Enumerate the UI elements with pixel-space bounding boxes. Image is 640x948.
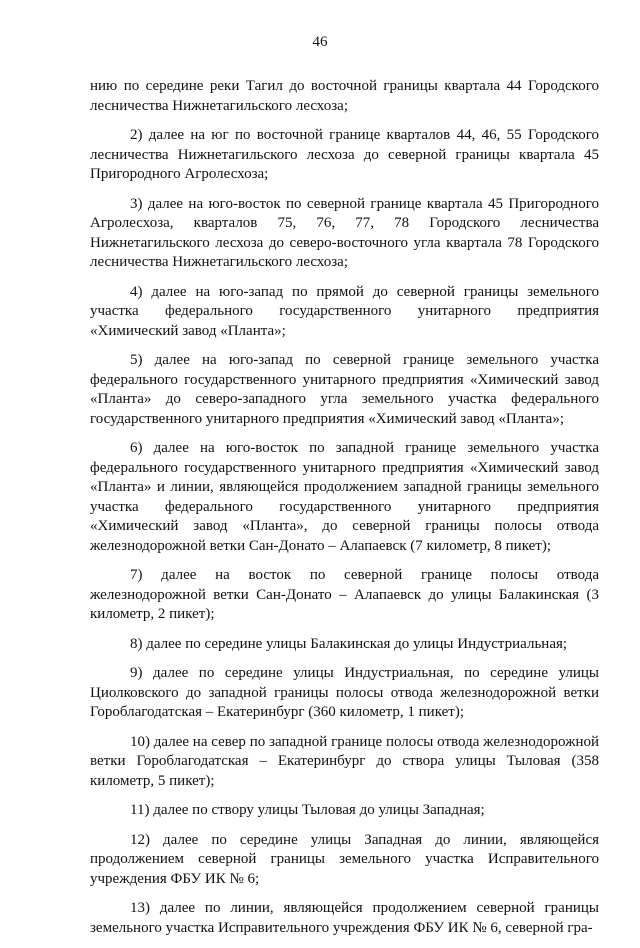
paragraph-item-3: 3) далее на юго-восток по северной границе квартала 45 Пригородного Агролесхоза, кварталов 75, 76, 77, 78 Городского лесничества Нижнетагильского лесхоза до северо-восточного угла квартала 78 Городского лесничества Нижнетагильского лесхоза;: [90, 195, 599, 270]
paragraph-item-9: 9) далее по середине улицы Индустриальная, по середине улицы Циолковского до западной границы полосы отвода железнодорожной ветки Гороблагодатская – Екатеринбург (360 километр, 1 пикет);: [90, 665, 599, 720]
paragraph-item-11: 11) далее по створу улицы Тыловая до улицы Западная;: [130, 802, 485, 818]
document-body: [90, 77, 599, 948]
paragraph-item-12: 12) далее по середине улицы Западная до линии, являющейся продолжением северной границы земельного участка Исправительного учреждения ФБУ ИК № 6;: [90, 831, 599, 887]
paragraph-item-7: 7) далее на восток по северной границе полосы отвода железнодорожной ветки Сан-Донато – Алапаевск до улицы Балакинская (3 километр, 2 пикет);: [90, 567, 599, 622]
page-number: 46: [312, 34, 328, 50]
paragraph-item-5: 5) далее на юго-запад по северной границе земельного участка федерального государственного унитарного предприятия «Химический завод «Планта» до северо-западного угла земельного участка федерального государственного унитарного предприятия «Химический завод «Планта»;: [90, 352, 599, 427]
paragraph-item-10: 10) далее на север по западной границе полосы отвода железнодорожной ветки Гороблагодатская – Екатеринбург до створа улицы Тыловая (358 километр, 5 пикет);: [90, 733, 599, 789]
paragraph-item-4: 4) далее на юго-запад по прямой до северной границы земельного участка федерального государственного унитарного предприятия «Химический завод «Планта»;: [90, 283, 599, 339]
paragraph-item-2: 2) далее на юг по восточной границе кварталов 44, 46, 55 Городского лесничества Нижнетагильского лесхоза до северной границы квартала 45 Пригородного Агролесхоза;: [90, 127, 599, 182]
paragraph-item-6: 6) далее на юго-восток по западной границе земельного участка федерального государственного унитарного предприятия «Химический завод «Планта» и линии, являющейся продолжением западной границы земельного участка федерального государственного унитарного предприятия «Химический завод «Планта», до северной границы полосы отвода железнодорожной ветки Сан-Донато – Алапаевск (7 километр, 8 пикет);: [90, 440, 599, 554]
paragraph-continuation: нию по середине реки Тагил до восточной границы квартала 44 Городского лесничества Нижнетагильского лесхоза;: [90, 78, 599, 114]
paragraph-item-13: 13) далее по линии, являющейся продолжением северной границы земельного участка Исправительного учреждения ФБУ ИК № 6, северной гра-: [90, 900, 599, 936]
paragraph-item-8: 8) далее по середине улицы Балакинская до улицы Индустриальная;: [130, 635, 568, 652]
